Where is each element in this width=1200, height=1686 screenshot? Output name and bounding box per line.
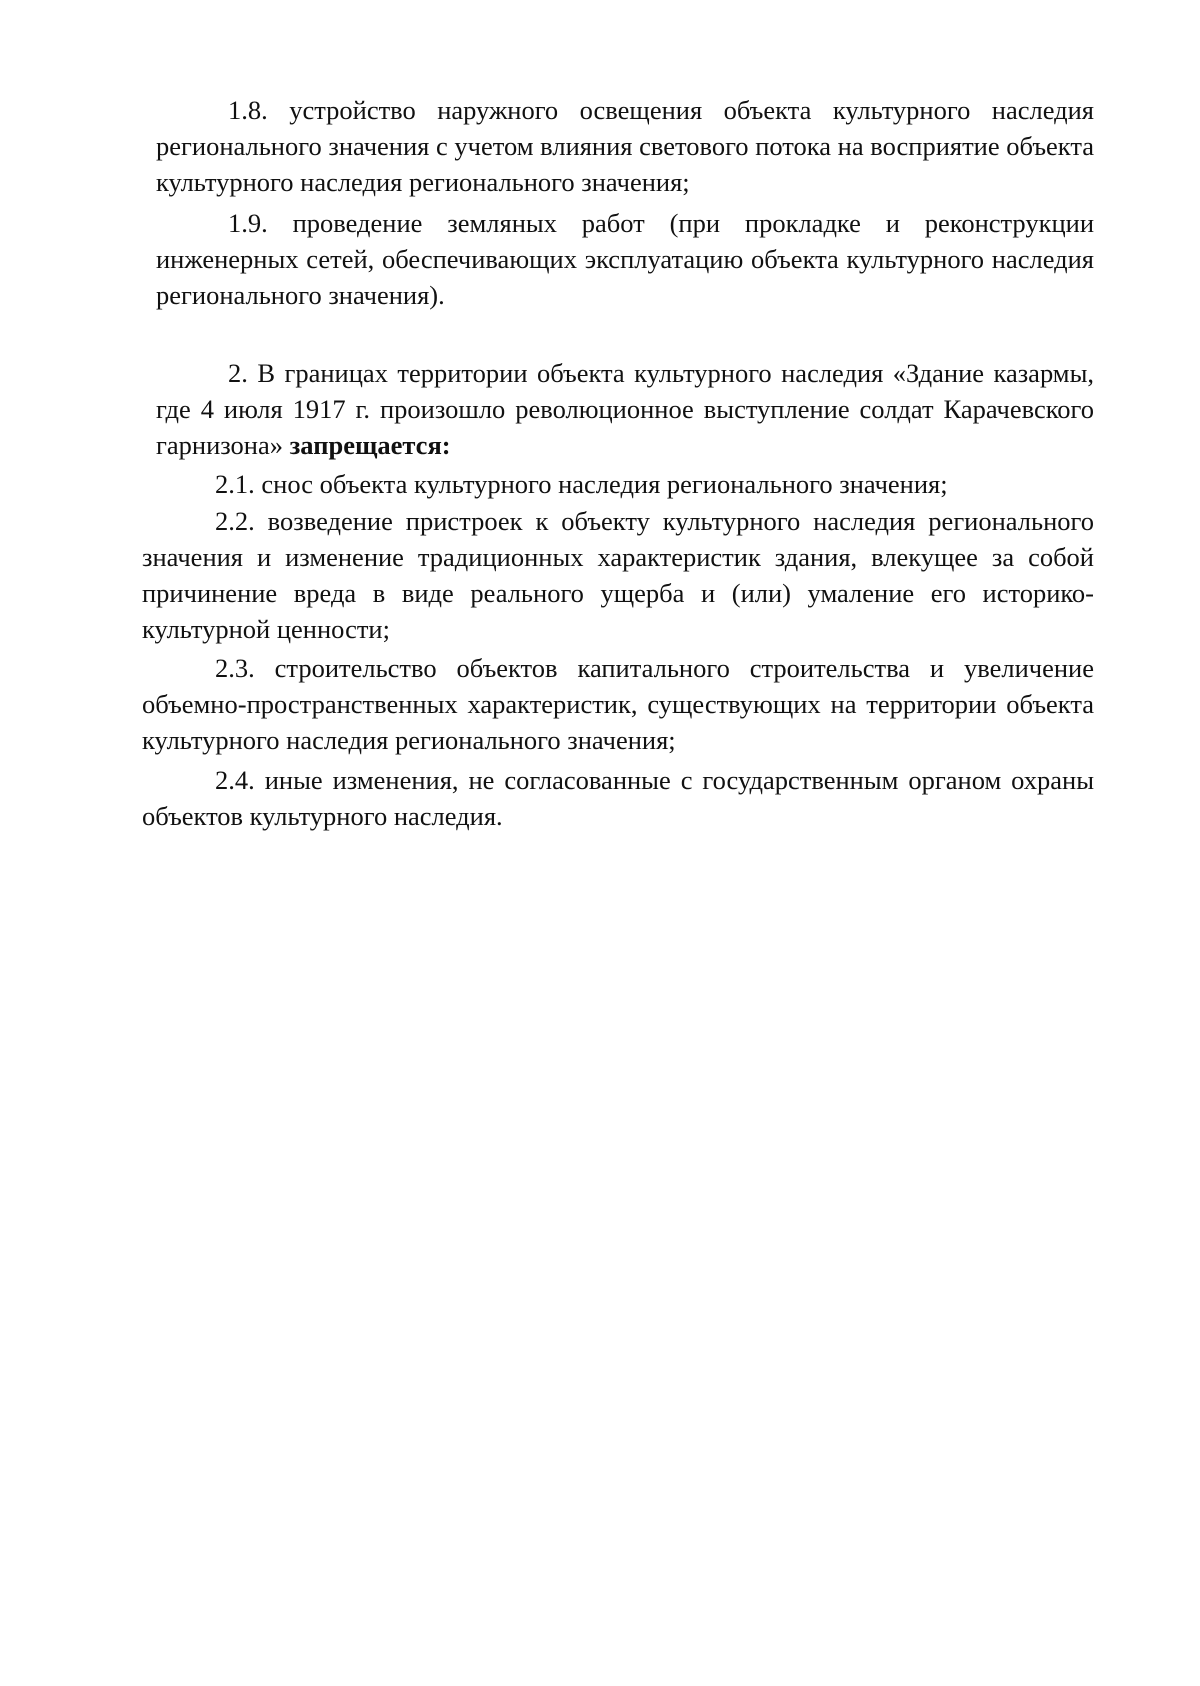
paragraph-2-3: 2.3. строительство объектов капитального строительства и увеличение объемно-пространственных характеристик, существующих на территории объекта культурного наследия регионального значения; <box>142 653 1094 755</box>
paragraph-2-1: 2.1. снос объекта культурного наследия регионального значения; <box>215 469 948 499</box>
paragraph-1-9: 1.9. проведение земляных работ (при прокладке и реконструкции инженерных сетей, обеспечивающих эксплуатацию объекта культурного наследия регионального значения). <box>156 208 1094 310</box>
paragraph-2-prohibited-label: запрещается: <box>289 430 451 460</box>
paragraph-2-2: 2.2. возведение пристроек к объекту культурного наследия регионального значения и изменение традиционных характеристик здания, влекущее за собой причинение вреда в виде реального ущерба и (или) умаление его историко-культурной ценности; <box>142 506 1094 644</box>
paragraph-1-8: 1.8. устройство наружного освещения объекта культурного наследия регионального значения с учетом влияния светового потока на восприятие объекта культурного наследия регионального значения; <box>156 95 1094 197</box>
paragraph-2-4: 2.4. иные изменения, не согласованные с государственным органом охраны объектов культурного наследия. <box>142 765 1094 831</box>
paragraph-2 <box>156 355 1094 463</box>
paragraph-2-text: 2. В границах территории объекта культурного наследия «Здание казармы, где 4 июля 1917 г. произошло революционное выступление солдат Карачевского гарнизона» <box>156 358 1094 460</box>
